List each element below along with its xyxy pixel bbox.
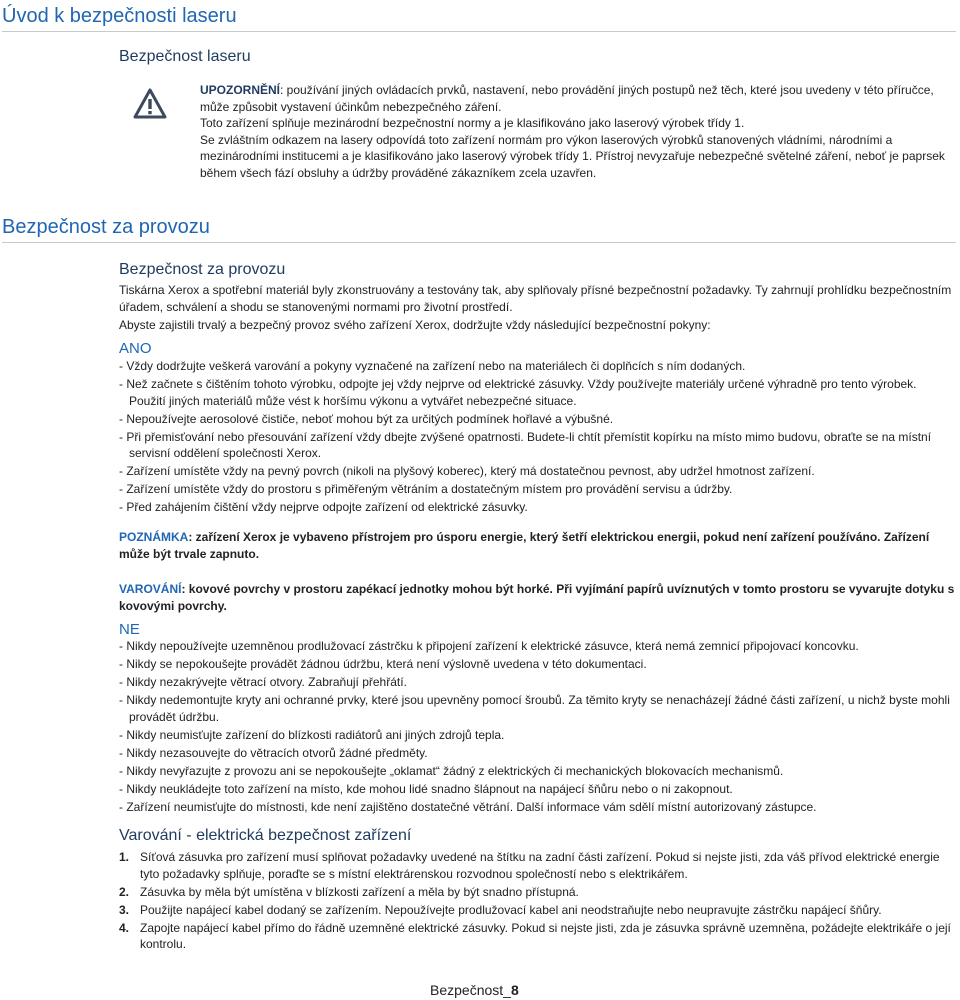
item-number: 2. — [119, 884, 130, 899]
item-text: Síťová zásuvka pro zařízení musí splňovat požadavky uvedené na štítku na zadní části zařízení. Pokud si nejste jisti, zda váš přívod elektrické energie tyto požadavky splňuje, poraďte se s místní elektrárenskou rozvodnou společností nebo s elektrikářem. — [140, 850, 940, 881]
laser-warning — [200, 82, 955, 115]
list-item: - Vždy dodržujte veškerá varování a pokyny vyznačené na zařízení nebo na materiálech či doplňcích s ním dodaných. — [119, 358, 955, 375]
electrical-list-wrapper — [119, 849, 955, 954]
section-title-laser: Úvod k bezpečnosti laseru — [2, 3, 956, 32]
electrical-safety-heading: Varování - elektrická bezpečnost zařízení — [119, 827, 412, 844]
list-item: - Při přemisťování nebo přesouvání zařízení vždy dbejte zvýšené opatrnosti. Budete-li chtít přemístit kopírku na místo mimo budovu, obraťte se na místní servisní oddělení společnosti Xerox. — [119, 429, 955, 462]
warning-text: : používání jiných ovládacích prvků, nastavení, nebo provádění jiných postupů než těch, které jsou uvedeny v této příručce, může způsobit vystavení účinkům nebezpečného záření. — [200, 83, 934, 114]
warning-triangle-icon — [133, 88, 167, 120]
list-item: - Než začnete s čištěním tohoto výrobku, odpojte jej vždy nejprve od elektrické zásuvky. Vždy používejte materiály určené výhradně pro tento výrobek. Použití jiných materiálů může vést k horšímu výkonu a vytvářet nebezpečné situace. — [119, 376, 955, 409]
list-item: - Nikdy neukládejte toto zařízení na místo, kde mohou lidé snadno šlápnout na napájecí šňůru nebo o ni zakopnout. — [119, 781, 955, 798]
ne-list — [119, 638, 955, 815]
list-item: - Nikdy nedemontujte kryty ani ochranné prvky, které jsou upevněny pomocí šroubů. Za těmito kryty se nenacházejí žádné části zařízení, u nichž byste mohli provádět údržbu. — [119, 692, 955, 725]
list-item: - Nepoužívejte aerosolové čističe, neboť mohou být za určitých podmínek hořlavé a výbušné. — [119, 411, 955, 428]
ano-list-wrapper — [119, 358, 955, 517]
list-item: - Nikdy nevyřazujte z provozu ani se nepokoušejte „oklamat“ žádný z elektrických či mechanických blokovacích mechanismů. — [119, 763, 955, 780]
ano-list — [119, 358, 955, 516]
list-item: - Nikdy nezakrývejte větrací otvory. Zabraňují přehřátí. — [119, 674, 955, 691]
list-item: - Zařízení umístěte vždy na pevný povrch (nikoli na plyšový koberec), který má dostatečnou pevnost, aby udržel hmotnost zařízení. — [119, 463, 955, 480]
list-item: - Nikdy neumisťujte zařízení do blízkosti radiátorů ani jiných zdrojů tepla. — [119, 727, 955, 744]
footer-label: Bezpečnost_ — [430, 982, 511, 998]
laser-warning-block — [200, 82, 955, 181]
warning-label: UPOZORNĚNÍ — [200, 83, 281, 97]
ano-heading: ANO — [119, 340, 152, 357]
caution-block — [119, 581, 955, 614]
list-item: - Nikdy nepoužívejte uzemněnou prodlužovací zástrčku k připojení zařízení k elektrické zásuvce, která nemá zemnicí připojovací koncovku. — [119, 638, 955, 655]
list-item: - Nikdy se nepokoušejte provádět žádnou údržbu, která není výslovně uvedena v této dokumentaci. — [119, 656, 955, 673]
item-text: Zapojte napájecí kabel přímo do řádně uzemněné elektrické zásuvky. Pokud si nejste jisti, zda je zásuvka správně uzemněna, požádejte elektrikáře o její kontrolu. — [140, 920, 951, 951]
item-number: 1. — [119, 850, 130, 864]
item-text: Zásuvka by měla být umístěna v blízkosti zařízení a měla by být snadno přístupná. — [140, 884, 579, 899]
list-item: - Před zahájením čištění vždy nejprve odpojte zařízení od elektrické zásuvky. — [119, 499, 955, 516]
note-label: POZNÁMKA — [119, 530, 189, 544]
note-block — [119, 529, 955, 562]
subtitle-laser-safety: Bezpečnost laseru — [119, 48, 251, 65]
item-number: 4. — [119, 920, 130, 935]
note-text: : zařízení Xerox je vybaveno přístrojem pro úsporu energie, který šetří elektrickou energii, pokud není zařízení používáno. Zařízení může být trvale zapnuto. — [119, 530, 930, 561]
ne-heading: NE — [119, 621, 140, 638]
caution-text: : kovové povrchy v prostoru zapékací jednotky mohou být horké. Při vyjímání papírů uvíznutých v tomto prostoru se vyvarujte dotyku s kovovými povrchy. — [119, 582, 955, 613]
laser-class-line: Toto zařízení splňuje mezinárodní bezpečnostní normy a je klasifikováno jako laserový výrobek třídy 1. — [200, 116, 745, 130]
list-item: - Zařízení neumisťujte do místnosti, kde není zajištěno dostatečné větrání. Další informace vám sdělí místní autorizovaný zástupce. — [119, 799, 955, 816]
page-footer — [430, 982, 519, 998]
list-item — [119, 884, 955, 901]
ne-list-wrapper — [119, 638, 955, 817]
page-number: 8 — [510, 982, 519, 998]
section-title-operation: Bezpečnost za provozu — [2, 214, 956, 243]
laser-standards-line: Se zvláštním odkazem na lasery odpovídá toto zařízení normám pro výkon laserových výrobků stanovených vládními, národními a mezinárodními institucemi a je klasifikováno jako laserový výrobek třídy 1. Přístroj nevyzařuje nebezpečné světelné záření, neboť je paprsek během všech fází obsluhy a údržby prováděné zákazníkem zcela uzavřen. — [200, 132, 945, 180]
item-text: Použijte napájecí kabel dodaný se zařízením. Nepoužívejte prodlužovací kabel ani neodstraňujte nebo neupravujte zástrčku napájecí šňůry. — [140, 902, 882, 917]
list-item: - Zařízení umístěte vždy do prostoru s přiměřeným větráním a dostatečným místem pro provádění servisu a údržby. — [119, 481, 955, 498]
item-number: 3. — [119, 902, 130, 917]
list-item — [119, 902, 955, 919]
list-item — [119, 849, 955, 882]
caution-label: VAROVÁNÍ — [119, 582, 182, 596]
subtitle-operation-safety: Bezpečnost za provozu — [119, 261, 286, 278]
list-item: - Nikdy nezasouvejte do větracích otvorů žádné předměty. — [119, 745, 955, 762]
list-item — [119, 920, 955, 953]
intro-paragraph: Tiskárna Xerox a spotřební materiál byly zkonstruovány a testovány tak, aby splňovaly přísné bezpečnostní požadavky. Ty zahrnují prohlídku bezpečnostním úřadem, schválení a shodu se stanovenými normami pro životní prostředí. — [119, 283, 952, 314]
electrical-list — [119, 849, 955, 953]
intro-instructions: Abyste zajistili trvalý a bezpečný provoz svého zařízení Xerox, dodržujte vždy následující bezpečnostní pokyny: — [119, 318, 711, 332]
